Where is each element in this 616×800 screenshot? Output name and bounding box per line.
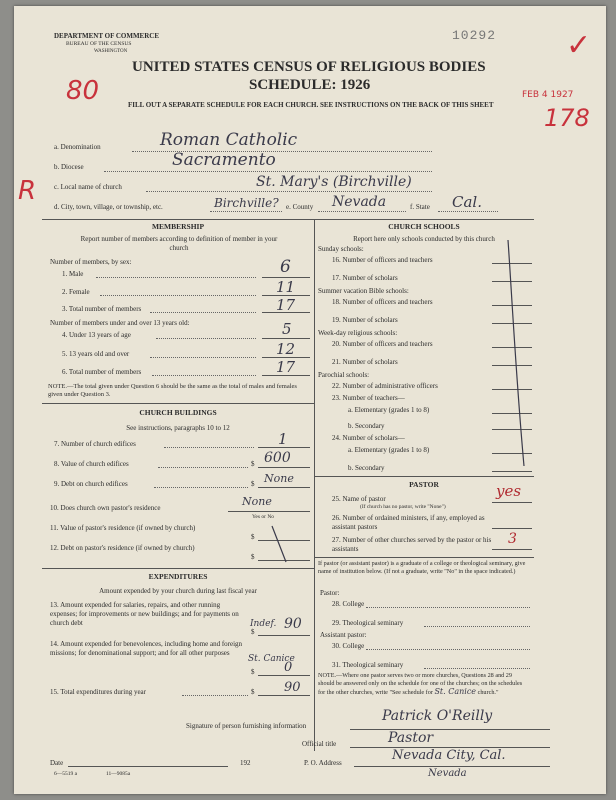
- q5-label: 5. 13 years old and over: [62, 350, 130, 358]
- date-label: Date: [50, 759, 64, 767]
- q6-label: 6. Total number of members: [62, 368, 142, 376]
- q24-label: 24. Number of scholars—: [332, 434, 405, 442]
- signature-value: Patrick O'Reilly: [382, 708, 493, 724]
- check-icon: ✓: [566, 28, 592, 63]
- q15-value: 90: [284, 680, 301, 695]
- q11-dollar: $: [251, 533, 255, 541]
- form-code: 6—5519 a: [54, 771, 78, 777]
- pastor-note-end: church.": [477, 689, 499, 696]
- q25-sub: (If church has no pastor, write "None"): [360, 504, 446, 510]
- denomination-value: Roman Catholic: [160, 130, 298, 150]
- form-number: 10292: [452, 28, 497, 43]
- state-value: Cal.: [452, 193, 482, 211]
- q13-dollar: $: [251, 628, 255, 636]
- pastor-sub-label: Pastor:: [320, 589, 340, 597]
- yes-no-hint: Yes or No: [252, 514, 275, 520]
- strike-mark-icon: [264, 524, 294, 564]
- q2-label: 2. Female: [62, 288, 90, 296]
- q12-dollar: $: [251, 553, 255, 561]
- address-label: P. O. Address: [304, 759, 342, 767]
- bureau-label: BUREAU OF THE CENSUS: [66, 41, 132, 47]
- q9-value: None: [264, 472, 294, 485]
- q10-label: 10. Does church own pastor's residence: [50, 504, 161, 512]
- stamp-right-number: 178: [544, 104, 590, 132]
- local-name-value: St. Mary's (Birchville): [256, 174, 412, 190]
- q14-dollar: $: [251, 668, 255, 676]
- q31-label: 31. Theological seminary: [332, 661, 404, 669]
- date-year: 192: [240, 759, 251, 767]
- q28-label: 28. College: [332, 600, 365, 608]
- schools-intro: Report here only schools conducted by this church: [353, 235, 495, 243]
- census-schedule-sheet: [14, 6, 606, 794]
- membership-intro: Report number of members according to definition of member in your church: [80, 235, 278, 252]
- q17-label: 17. Number of scholars: [332, 274, 398, 282]
- sunday-label: Sunday schools:: [318, 245, 364, 253]
- q24a-label: a. Elementary (grades 1 to 8): [348, 446, 430, 454]
- q25-value: yes: [496, 482, 522, 500]
- city-field-label: d. City, town, village, or township, etc.: [54, 203, 163, 211]
- pastor-note-value: St. Canice: [434, 687, 477, 696]
- form-subtitle: SCHEDULE: 1926: [249, 77, 371, 93]
- q8-dollar: $: [251, 460, 255, 468]
- q3-value: 17: [276, 296, 296, 314]
- q23-label: 23. Number of teachers—: [332, 394, 405, 402]
- q1-value: 6: [280, 257, 291, 277]
- q18-label: 18. Number of officers and teachers: [332, 298, 433, 306]
- q13-note: Indef.: [250, 619, 277, 629]
- q27-value: 3: [508, 531, 517, 547]
- q5-value: 12: [276, 340, 296, 358]
- q1-label: 1. Male: [62, 270, 84, 278]
- stamp-left-number: 80: [66, 76, 100, 106]
- q7-label: 7. Number of church edifices: [54, 440, 136, 448]
- official-title-value: Pastor: [388, 730, 434, 746]
- address-value: Nevada City, Cal.: [392, 748, 506, 763]
- q25-label: 25. Name of pastor: [332, 495, 386, 503]
- q15-dollar: $: [251, 688, 255, 696]
- q12-label: 12. Debt on pastor's residence (if owned by church): [50, 544, 195, 552]
- address-extra: Nevada: [428, 768, 467, 779]
- q7-value: 1: [278, 430, 288, 448]
- expenditures-title: EXPENDITURES: [148, 572, 208, 581]
- local-name-label: c. Local name of church: [54, 183, 122, 191]
- form-instruction: FILL OUT A SEPARATE SCHEDULE FOR EACH CHURCH. SEE INSTRUCTIONS ON THE BACK OF THIS SHEET: [128, 101, 494, 109]
- age-group-label: Number of members under and over 13 years old:: [50, 319, 190, 327]
- q29-label: 29. Theological seminary: [332, 619, 404, 627]
- membership-title: MEMBERSHIP: [151, 222, 205, 231]
- pastor-note-text: NOTE.—Where one pastor serves two or more churches, Questions 28 and 29 should be answered only on the schedule for one of the churches; on the schedules for the other churches, write "See schedule for: [318, 672, 523, 696]
- denomination-label: a. Denomination: [54, 143, 101, 151]
- summer-label: Summer vacation Bible schools:: [318, 287, 409, 295]
- membership-note: NOTE.—The total given under Question 6 should be the same as the total of males and females given under Question 3.: [48, 383, 297, 398]
- q14-note: St. Canice: [248, 654, 295, 664]
- q4-label: 4. Under 13 years of age: [62, 331, 131, 339]
- q24b-label: b. Secondary: [348, 464, 385, 472]
- dept-label: DEPARTMENT OF COMMERCE: [54, 32, 160, 40]
- state-label: f. State: [410, 203, 430, 211]
- q26-label: 26. Number of ordained ministers, if any, employed as assistant pastors: [332, 514, 485, 531]
- q15-label: 15. Total expenditures during year: [50, 688, 146, 696]
- pastor-title: PASTOR: [409, 480, 439, 489]
- buildings-subtitle: See instructions, paragraphs 10 to 12: [126, 424, 230, 432]
- q21-label: 21. Number of scholars: [332, 358, 398, 366]
- q6-value: 17: [276, 358, 296, 376]
- q14-label: 14. Amount expended for benevolences, including home and foreign missions; for denominational support; and for all other purposes: [50, 640, 243, 657]
- q14-value: 0: [284, 660, 293, 675]
- q22-label: 22. Number of administrative officers: [332, 382, 438, 390]
- q9-label: 9. Debt on church edifices: [54, 480, 128, 488]
- q10-value: None: [242, 495, 272, 508]
- q23a-label: a. Elementary (grades 1 to 8): [348, 406, 430, 414]
- q4-value: 5: [282, 320, 292, 338]
- q13-label: 13. Amount expended for salaries, repairs, and other running expenses; for improvements or new buildings; and for payments on church debt: [50, 601, 239, 627]
- schools-title: CHURCH SCHOOLS: [388, 222, 460, 231]
- weekday-label: Week-day religious schools:: [318, 329, 398, 337]
- q27-label: 27. Number of other churches served by the pastor or his assistants: [332, 536, 492, 553]
- official-title-label: Official title: [302, 740, 337, 748]
- graduate-intro: If pastor (or assistant pastor) is a graduate of a college or theological seminary, give name of institution below. (If not a graduate, write "No" in the space indicated.): [318, 560, 526, 575]
- margin-mark: R: [18, 176, 37, 206]
- q3-label: 3. Total number of members: [62, 305, 142, 313]
- city-field-value: Birchville?: [214, 196, 279, 210]
- county-label: e. County: [286, 203, 314, 211]
- q20-label: 20. Number of officers and teachers: [332, 340, 433, 348]
- q9-dollar: $: [251, 480, 255, 488]
- print-code: 11—9085a: [106, 771, 131, 777]
- diocese-value: Sacramento: [172, 150, 276, 170]
- pastor-note: [318, 672, 530, 697]
- q13-value: 90: [284, 616, 302, 632]
- assistant-sub-label: Assistant pastor:: [320, 631, 367, 639]
- form-title: UNITED STATES CENSUS OF RELIGIOUS BODIES: [132, 59, 486, 75]
- q30-label: 30. College: [332, 642, 365, 650]
- buildings-title: CHURCH BUILDINGS: [139, 408, 217, 417]
- signature-label: Signature of person furnishing information: [186, 722, 307, 730]
- q8-label: 8. Value of church edifices: [54, 460, 129, 468]
- q23b-label: b. Secondary: [348, 422, 385, 430]
- strike-line-icon: [494, 238, 534, 470]
- parochial-label: Parochial schools:: [318, 371, 370, 379]
- diocese-label: b. Diocese: [54, 163, 84, 171]
- city-label: WASHINGTON: [94, 49, 128, 54]
- q19-label: 19. Number of scholars: [332, 316, 398, 324]
- q16-label: 16. Number of officers and teachers: [332, 256, 433, 264]
- county-value: Nevada: [332, 194, 387, 210]
- q8-value: 600: [264, 450, 291, 466]
- sex-group-label: Number of members, by sex:: [50, 258, 132, 266]
- q2-value: 11: [276, 278, 296, 296]
- q11-label: 11. Value of pastor's residence (if owned by church): [50, 524, 196, 532]
- date-stamp: FEB 4 1927: [522, 90, 574, 100]
- expenditures-subtitle: Amount expended by your church during last fiscal year: [99, 587, 257, 595]
